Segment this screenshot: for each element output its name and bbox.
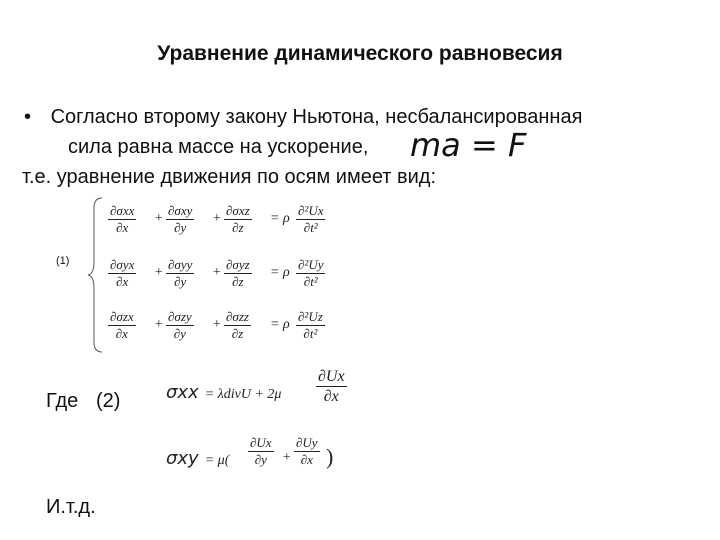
term-numerator: ∂σyx [110,257,135,272]
term-denominator: ∂z [232,274,244,289]
rhs-numerator: ∂²Ux [298,203,324,218]
system-row-2-equals-rho: = ρ [270,265,290,280]
system-row-2-term-2 [166,258,194,289]
term-denominator: ∂z [231,326,244,341]
system-row-1-term-3 [224,204,252,235]
system-row-3-plus-2: + [212,317,222,332]
eq3-fraction-2 [294,436,320,467]
eq2-fraction [316,368,347,405]
system-row-1-term-1 [108,204,136,235]
term-denominator: ∂x [115,326,128,341]
eq3-frac1-num: ∂Ux [250,435,272,450]
term-numerator: ∂σxx [110,203,135,218]
sigma-xx: σxx [166,382,199,403]
eq3-close-paren: ) [326,444,334,469]
system-row-2-term-1 [108,258,136,289]
system-row-1-rhs [296,204,325,235]
eq3-frac1-den: ∂y [254,452,267,467]
system-row-2-plus-1: + [154,265,164,280]
equation-3 [166,448,229,469]
eq3-fraction-1 [248,436,274,467]
rhs-denominator: ∂t² [303,274,318,289]
system-row-3-term-1 [108,310,136,341]
term-denominator: ∂x [116,220,129,235]
bullet-symbol: • [24,106,32,128]
system-row-3-plus-1: + [154,317,164,332]
system-row-3-term-3 [224,310,251,341]
system-row-3-equals-rho: = ρ [270,317,290,332]
term-denominator: ∂x [116,274,129,289]
newton-formula: ma = F [410,126,527,164]
bullet-line-2: сила равна массе на ускорение, [68,136,369,158]
where-label: Где [46,390,79,412]
eq3-plus: + [282,450,292,465]
rhs-numerator: ∂²Uz [298,309,323,324]
etc-label: И.т.д. [46,496,96,518]
equation-2-number: (2) [96,390,121,412]
term-denominator: ∂z [232,220,244,235]
term-denominator: ∂y [174,220,187,235]
term-numerator: ∂σzx [110,309,134,324]
eq2-frac-num: ∂Ux [318,368,345,385]
sigma-xy: σxy [166,448,199,469]
system-row-1-term-2 [166,204,194,235]
rhs-numerator: ∂²Uy [298,257,324,272]
slide-title: Уравнение динамического равновесия [157,42,563,65]
rhs-denominator: ∂t² [303,326,318,341]
eq2-middle: = λdivU + 2μ [204,387,282,402]
term-denominator: ∂y [174,274,187,289]
system-row-2-plus-2: + [212,265,222,280]
term-numerator: ∂σzz [226,309,249,324]
system-row-1-plus-2: + [212,211,222,226]
term-numerator: ∂σxy [168,203,193,218]
term-numerator: ∂σzy [168,309,192,324]
term-numerator: ∂σxz [226,203,250,218]
equation-1-number: (1) [56,255,70,267]
term-denominator: ∂y [173,326,186,341]
equation-intro-line: т.е. уравнение движения по осям имеет вид: [22,166,437,188]
system-row-1-equals-rho: = ρ [270,211,290,226]
system-row-1-plus-1: + [154,211,164,226]
equation-2 [166,382,281,403]
eq3-frac2-num: ∂Uy [296,435,318,450]
system-brace [86,196,106,354]
eq2-frac-den: ∂x [323,388,339,405]
system-row-2-rhs [296,258,325,289]
term-numerator: ∂σyy [168,257,193,272]
system-row-2-term-3 [224,258,252,289]
rhs-denominator: ∂t² [303,220,318,235]
system-row-3-term-2 [166,310,194,341]
term-numerator: ∂σyz [226,257,250,272]
bullet-line-1: Согласно второму закону Ньютона, несбалансированная [50,106,583,128]
eq3-mu: = μ( [204,453,230,468]
system-row-3-rhs [296,310,325,341]
eq3-frac2-den: ∂x [300,452,313,467]
